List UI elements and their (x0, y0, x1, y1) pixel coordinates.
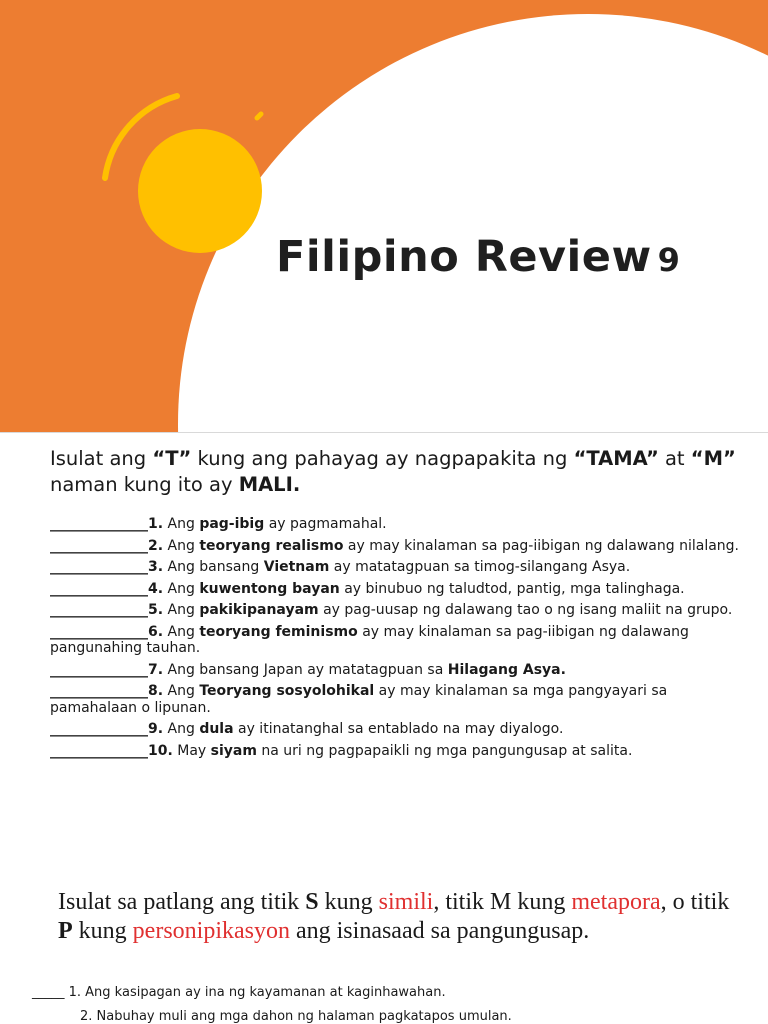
item-keyword: teoryang realismo (199, 537, 344, 554)
instruction-part: kung (72, 918, 133, 944)
instruction-part: , titik M kung (433, 889, 572, 915)
page-title (276, 232, 680, 282)
answer-blank[interactable]: ______________ (50, 559, 148, 575)
instruction-part: , o titik (660, 889, 730, 915)
answer-blank[interactable]: ______________ (50, 537, 148, 554)
answer-blank[interactable]: ______________ (50, 661, 148, 678)
instruction-part: Isulat ang (50, 447, 153, 470)
answer-blank[interactable]: ______________ (50, 742, 148, 759)
answer-blank[interactable]: ______________ (50, 516, 148, 532)
item-text: Ang (163, 623, 200, 640)
keyword-metapora: metapora (571, 889, 661, 915)
instruction-part: ang isinasaad sa pangungusap. (289, 918, 590, 944)
item-number: 1. (148, 516, 164, 532)
item-number: 6. (148, 623, 164, 640)
item-number: 10. (148, 742, 173, 759)
item-number: 2. (148, 537, 164, 554)
instruction-part: kung ang pahayag ay nagpapakita ng (191, 447, 574, 470)
item-text: ay may kinalaman sa mga pangyayari sa pamahalaan o lipunan. (50, 683, 668, 716)
instruction-keyword-t: “T” (152, 447, 192, 470)
list-item (50, 624, 740, 657)
answer-blank[interactable]: _____ (32, 985, 65, 1000)
item-number: 4. (148, 580, 164, 597)
item-text: Ang (163, 721, 200, 737)
true-false-list (50, 516, 740, 764)
list-item (50, 559, 740, 576)
item-text: Ang bansang (163, 559, 264, 575)
list-item (32, 1009, 752, 1024)
item-text: ay itinatanghal sa entablado na may diyalogo. (233, 721, 564, 737)
keyword-p: P (58, 918, 73, 944)
answer-blank[interactable]: ______________ (50, 683, 148, 699)
item-text: 1. Ang kasipagan ay ina ng kayamanan at kaginhawahan. (64, 985, 446, 1000)
answer-blank[interactable]: ______________ (50, 623, 148, 640)
title-slide (0, 0, 768, 432)
list-item (32, 985, 752, 1001)
item-text: ay pagmamahal. (264, 516, 387, 532)
section2-instruction (58, 888, 738, 946)
item-number: 9. (148, 721, 164, 737)
item-text: Ang (163, 516, 200, 532)
answer-blank[interactable]: ______________ (50, 602, 148, 618)
item-text: ay may kinalaman sa pag-iibigan ng dalawang nilalang. (343, 537, 739, 554)
instruction-keyword-tama: “TAMA” (573, 447, 659, 470)
instruction-keyword-m: “M” (690, 447, 736, 470)
item-keyword: pakikipanayam (199, 602, 319, 618)
list-item (50, 538, 740, 555)
answer-blank[interactable]: ______________ (50, 580, 148, 597)
item-number: 3. (148, 559, 164, 575)
item-text: Ang (163, 683, 200, 699)
sun-circle-icon (138, 129, 262, 253)
instruction-part: naman kung ito ay (50, 473, 239, 496)
item-keyword: pag-ibig (199, 516, 265, 532)
instruction-part: Isulat sa patlang ang titik (58, 889, 306, 915)
item-number: 8. (148, 683, 164, 699)
item-number: 7. (148, 661, 164, 678)
item-keyword: Hilagang Asya. (447, 661, 566, 678)
section1-instruction (50, 446, 750, 498)
list-item (50, 721, 740, 738)
list-item (50, 581, 740, 598)
page-title-text: Filipino Review (276, 232, 652, 282)
item-text: Ang (163, 602, 200, 618)
item-text: Ang (163, 580, 200, 597)
item-keyword: Vietnam (263, 559, 330, 575)
item-text: ay may kinalaman sa pag-iibigan ng dalawang pangunahing tauhan. (50, 623, 689, 656)
item-keyword: siyam (210, 742, 257, 759)
item-keyword: kuwentong bayan (199, 580, 340, 597)
item-keyword: Teoryang sosyolohikal (199, 683, 375, 699)
page-title-number: 9 (657, 241, 681, 279)
item-text: na uri ng pagpapaikli ng mga pangungusap at salita. (256, 742, 633, 759)
list-item (50, 662, 740, 679)
keyword-personipikasyon: personipikasyon (132, 918, 290, 944)
list-item (50, 602, 740, 619)
answer-blank[interactable]: ______________ (50, 721, 148, 737)
item-text: May (172, 742, 211, 759)
list-item (50, 743, 740, 760)
instruction-text (50, 446, 750, 498)
list-item (50, 683, 740, 716)
divider (0, 432, 768, 433)
figure-of-speech-list (32, 985, 752, 1024)
item-text: 2. Nabuhay muli ang mga dahon ng halaman pagkatapos umulan. (80, 1009, 512, 1024)
item-text: Ang bansang Japan ay matatagpuan sa (163, 661, 448, 678)
item-text: Ang (163, 537, 200, 554)
list-item (50, 516, 740, 533)
item-number: 5. (148, 602, 164, 618)
instruction-part: kung (318, 889, 379, 915)
item-text: ay matatagpuan sa timog-silangang Asya. (329, 559, 631, 575)
keyword-simili: simili (378, 889, 434, 915)
instruction-keyword-mali: MALI. (238, 473, 301, 496)
item-keyword: dula (199, 721, 234, 737)
instruction-part: at (658, 447, 691, 470)
item-keyword: teoryang feminismo (199, 623, 358, 640)
item-text: ay binubuo ng taludtod, pantig, mga talinghaga. (339, 580, 685, 597)
item-text: ay pag-uusap ng dalawang tao o ng isang maliit na grupo. (318, 602, 733, 618)
keyword-s: S (305, 889, 319, 915)
